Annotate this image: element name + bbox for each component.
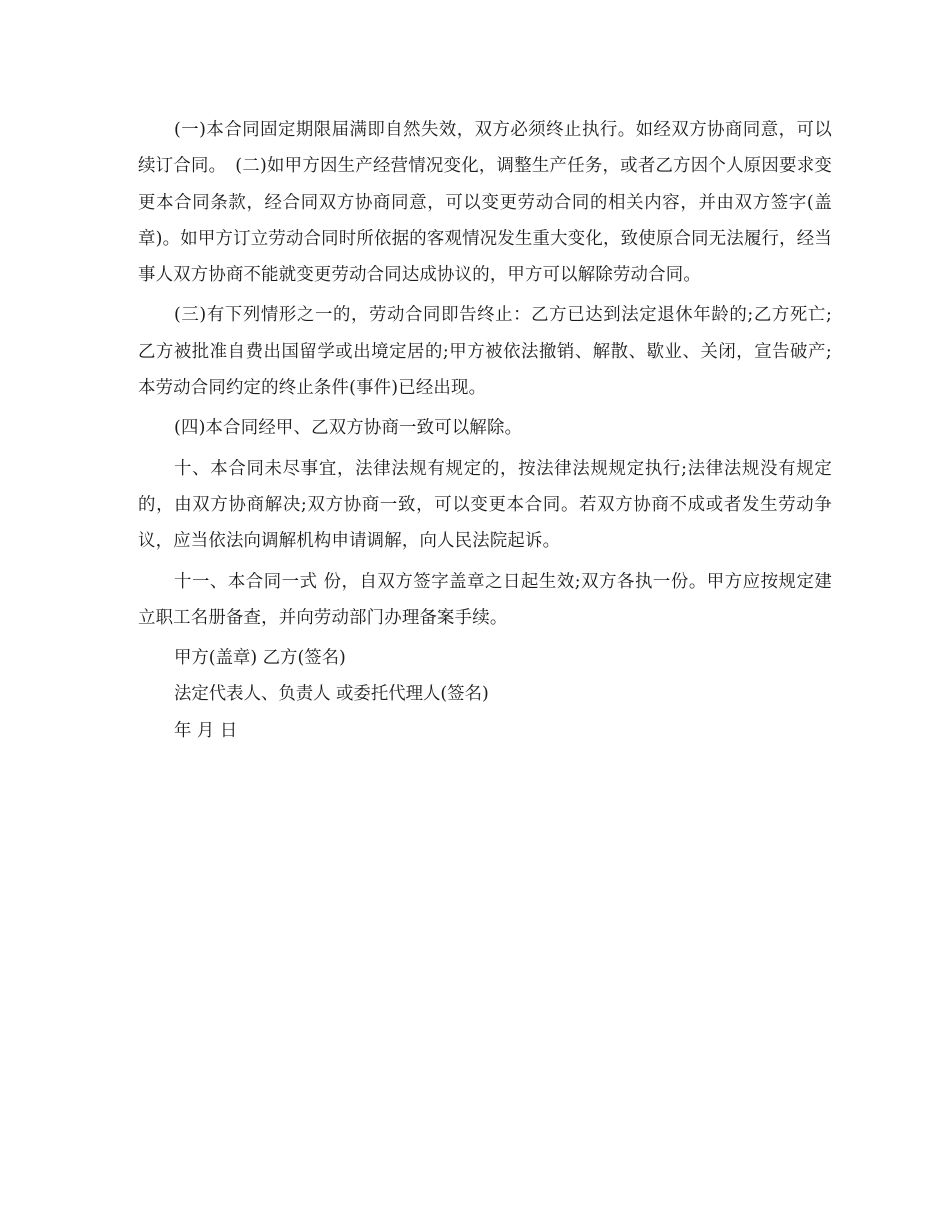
- paragraph-contract-expiry-and-modification: (一)本合同固定期限届满即自然失效，双方必须终止执行。如经双方协商同意，可以续订合同。 (二)如甲方因生产经营情况变化，调整生产任务，或者乙方因个人原因要求变更本合同条款，经合同双方协商同意，可以变更劳动合同的相关内容，并由双方签字(盖章)。如甲方订立劳动合同时所依据的客观情况发生重大变化，致使原合同无法履行，经当事人双方协商不能就变更劳动合同达成协议的，甲方可以解除劳动合同。: [138, 120, 832, 286]
- document-page: [138, 112, 832, 749]
- paragraph-termination-conditions: (三)有下列情形之一的，劳动合同即告终止：乙方已达到法定退休年龄的;乙方死亡;乙方被批准自费出国留学或出境定居的;甲方被依法撤销、解散、歇业、关闭，宣告破产;本劳动合同约定的终止条件(事件)已经出现。: [138, 305, 832, 399]
- paragraph-mutual-dissolution: (四)本合同经甲、乙双方协商一致可以解除。: [174, 418, 523, 439]
- paragraph-clause-ten: 十、本合同未尽事宜，法律法规有规定的，按法律法规规定执行;法律法规没有规定的，由双方协商解决;双方协商一致，可以变更本合同。若双方协商不成或者发生劳动争议，应当依法向调解机构申请调解，向人民法院起诉。: [138, 458, 832, 552]
- signature-date-line: 年 月 日: [174, 720, 238, 741]
- signature-representative-line: 法定代表人、负责人 或委托代理人(签名): [174, 684, 489, 705]
- signature-parties-line: 甲方(盖章) 乙方(签名): [174, 648, 346, 669]
- signature-block: [138, 640, 832, 749]
- paragraph-clause-eleven: 十一、本合同一式 份，自双方签字盖章之日起生效;双方各执一份。甲方应按规定建立职工名册备查，并向劳动部门办理备案手续。: [138, 571, 832, 628]
